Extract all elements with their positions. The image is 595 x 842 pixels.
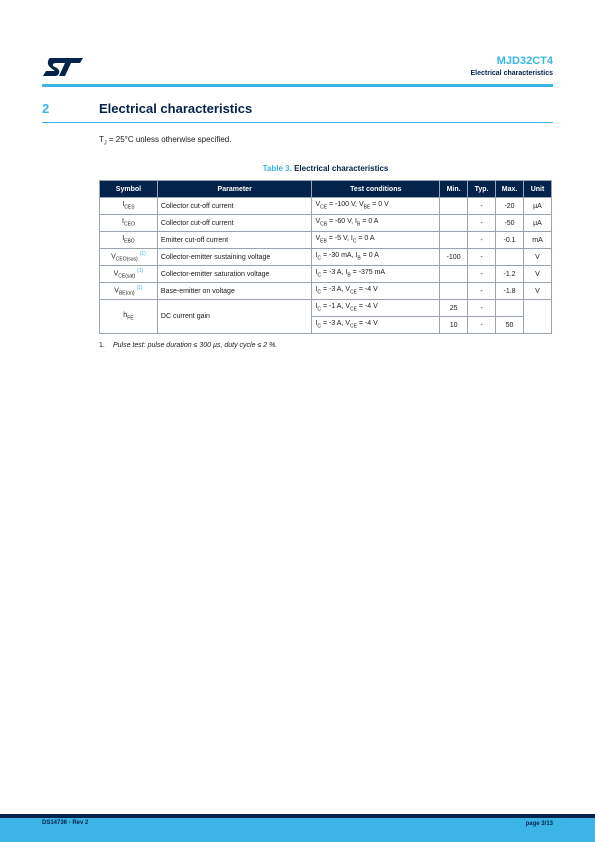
cell-parameter: Collector cut-off current xyxy=(157,215,312,232)
table-row xyxy=(100,215,552,232)
cell-test-conditions: $I_C = -30$ mA, $I_B = 0$ A xyxy=(312,249,440,266)
table-number: Table 3. xyxy=(262,164,292,173)
table-row xyxy=(100,232,552,249)
table-row xyxy=(100,300,552,317)
table-row xyxy=(100,283,552,300)
st-logo xyxy=(42,56,84,78)
cell-unit: µA xyxy=(524,198,552,215)
cell-symbol: $V_{CE(sat)}$ $^{(1)}$ xyxy=(100,266,158,283)
cell-unit xyxy=(524,300,552,334)
cell-symbol: $V_{BE(on)}$ $^{(1)}$ xyxy=(100,283,158,300)
cell-symbol: $h_{FE}$ xyxy=(100,300,158,334)
cell-max: -50 xyxy=(496,215,524,232)
cell-unit: V xyxy=(524,249,552,266)
cell-unit: V xyxy=(524,283,552,300)
cell-unit: V xyxy=(524,266,552,283)
col-header-min: Min. xyxy=(440,181,468,198)
table-caption-title: Electrical characteristics xyxy=(294,164,389,173)
table-row xyxy=(100,198,552,215)
cell-max: -1.8 xyxy=(496,283,524,300)
cell-unit: µA xyxy=(524,215,552,232)
electrical-characteristics-table xyxy=(99,180,552,334)
cell-min: 25 xyxy=(440,300,468,317)
table-header-row xyxy=(100,181,552,198)
col-header-typ: Typ. xyxy=(468,181,496,198)
document-subtitle: Electrical characteristics xyxy=(470,70,553,77)
footnote-reference: (1) xyxy=(139,251,146,258)
cell-typ: - xyxy=(468,317,496,334)
cell-typ: - xyxy=(468,198,496,215)
footer-doc-id: DS14736 - Rev 2 xyxy=(42,820,89,826)
cell-parameter: Base-emitter on voltage xyxy=(157,283,312,300)
cell-unit: mA xyxy=(524,232,552,249)
cell-min: -100 xyxy=(440,249,468,266)
table-row xyxy=(100,266,552,283)
test-condition-note: $T_J = 25^\circ C$ unless otherwise specified. xyxy=(99,135,232,147)
col-header-max: Max. xyxy=(496,181,524,198)
cell-min: 10 xyxy=(440,317,468,334)
cell-test-conditions: $V_{EB} = -5$ V, $I_C = 0$ A xyxy=(312,232,440,249)
cell-test-conditions: $V_{CB} = -60$ V, $I_B = 0$ A xyxy=(312,215,440,232)
cell-typ: - xyxy=(468,215,496,232)
table-footnote: 1. Pulse test: pulse duration ≤ 300 µs, duty cycle ≤ 2 %. xyxy=(99,342,278,349)
cell-min xyxy=(440,198,468,215)
section-number: 2 xyxy=(42,101,50,116)
table-row xyxy=(100,249,552,266)
cell-test-conditions: $I_C = -3$ A, $V_{CE} = -4$ V xyxy=(312,283,440,300)
section-rule xyxy=(42,122,553,123)
cell-symbol: $I_{CEO}$ xyxy=(100,215,158,232)
cell-parameter: Collector-emitter saturation voltage xyxy=(157,266,312,283)
cell-test-conditions: $I_C = -1$ A, $V_{CE} = -4$ V xyxy=(312,300,440,317)
cell-parameter: Emitter cut-off current xyxy=(157,232,312,249)
col-header-test-conditions: Test conditions xyxy=(312,181,440,198)
footnote-reference: (1) xyxy=(136,285,143,292)
col-header-symbol: Symbol xyxy=(100,181,158,198)
cell-min xyxy=(440,266,468,283)
col-header-parameter: Parameter xyxy=(157,181,312,198)
cell-max: -1.2 xyxy=(496,266,524,283)
cell-max: 50 xyxy=(496,317,524,334)
cell-symbol: $I_{EBO}$ xyxy=(100,232,158,249)
cell-typ: - xyxy=(468,232,496,249)
cell-symbol: $V_{CEO(sus)}$ $^{(1)}$ xyxy=(100,249,158,266)
cell-min xyxy=(440,283,468,300)
header-rule xyxy=(42,84,553,87)
cell-min xyxy=(440,232,468,249)
cell-typ: - xyxy=(468,266,496,283)
cell-symbol: $I_{CES}$ xyxy=(100,198,158,215)
table-caption xyxy=(99,164,552,173)
section-title: Electrical characteristics xyxy=(99,101,253,116)
cell-max xyxy=(496,300,524,317)
cell-parameter: Collector-emitter sustaining voltage xyxy=(157,249,312,266)
cell-test-conditions: $V_{CE} = -100$ V, $V_{BE} = 0$ V xyxy=(312,198,440,215)
col-header-unit: Unit xyxy=(524,181,552,198)
cell-min xyxy=(440,215,468,232)
cell-parameter: Collector cut-off current xyxy=(157,198,312,215)
cell-max: -20 xyxy=(496,198,524,215)
cell-max xyxy=(496,249,524,266)
cell-max: -0.1 xyxy=(496,232,524,249)
footer-bar xyxy=(0,818,595,842)
cell-test-conditions: $I_C = -3$ A, $I_B = -375$ mA xyxy=(312,266,440,283)
footnote-reference: (1) xyxy=(137,268,144,275)
cell-typ: - xyxy=(468,300,496,317)
cell-parameter: DC current gain xyxy=(157,300,312,334)
cell-typ: - xyxy=(468,283,496,300)
document-title: MJD32CT4 xyxy=(496,55,553,67)
footer-page-number: page 3/13 xyxy=(525,821,553,827)
cell-typ: - xyxy=(468,249,496,266)
cell-test-conditions: $I_C = -3$ A, $V_{CE} = -4$ V xyxy=(312,317,440,334)
